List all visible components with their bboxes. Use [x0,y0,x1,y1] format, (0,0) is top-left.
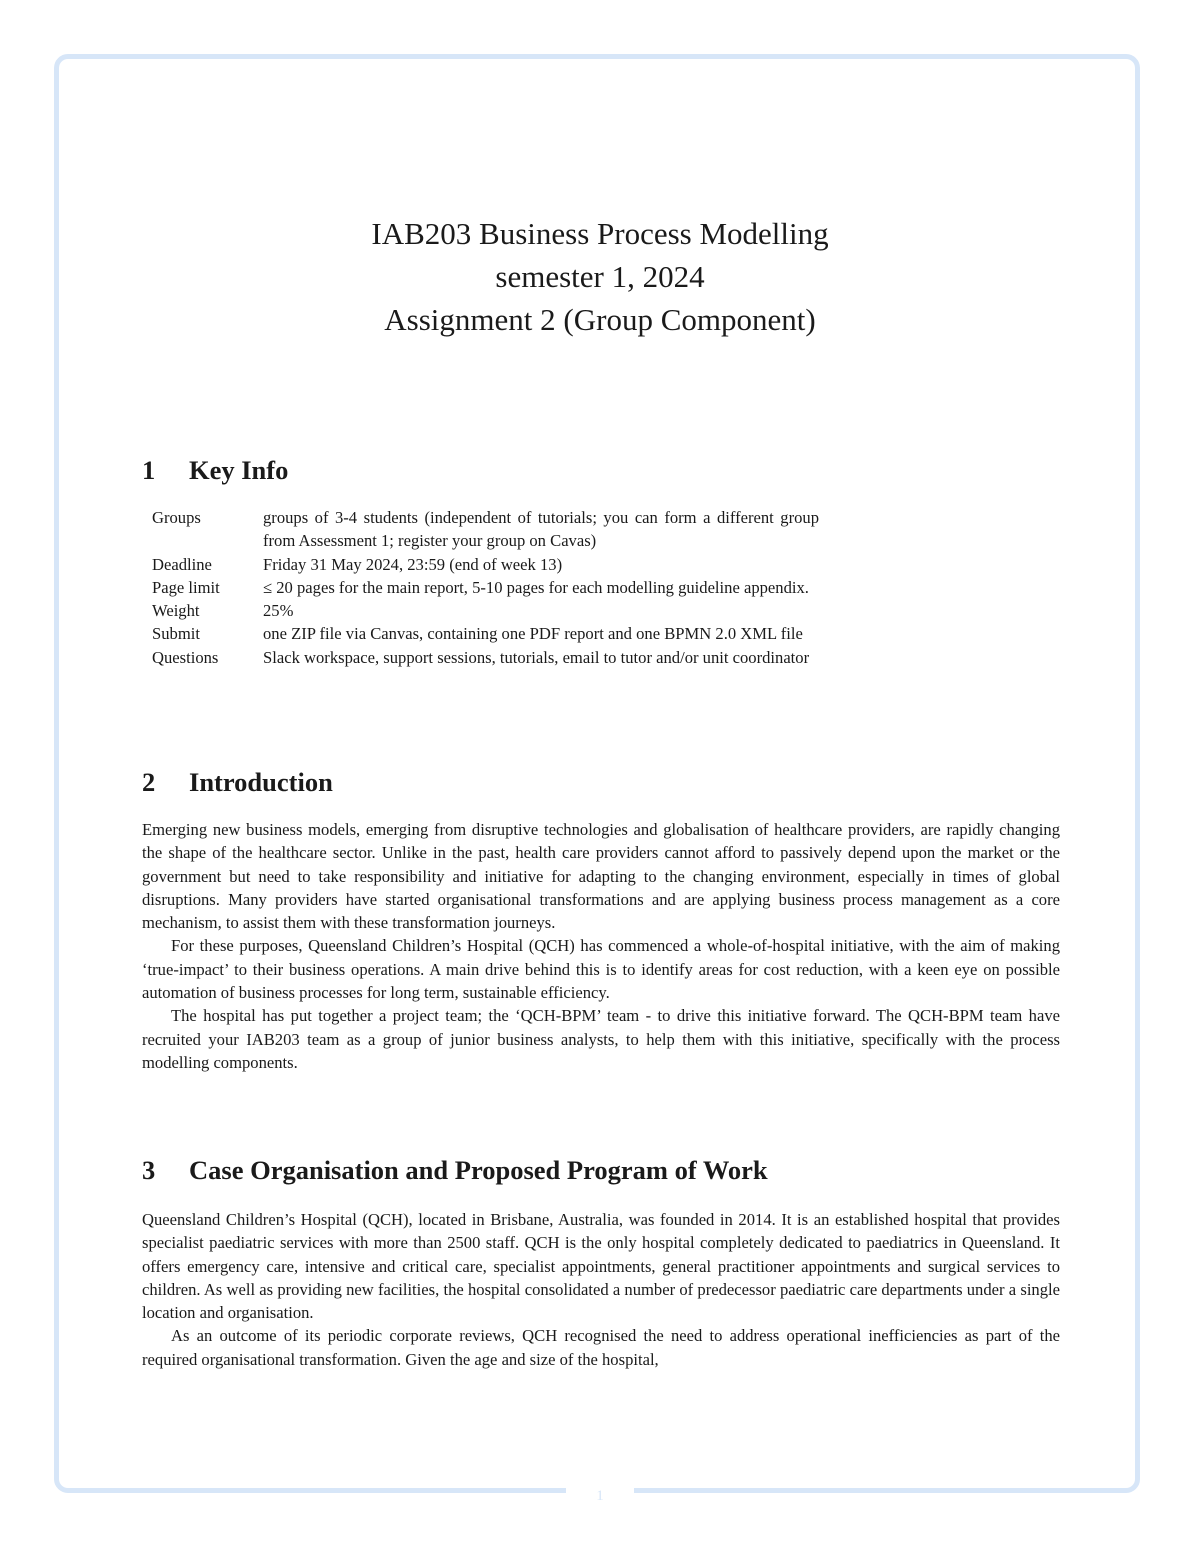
section-number: 1 [142,455,156,485]
key-info-label: Deadline [152,554,212,574]
section-number: 3 [142,1155,156,1185]
key-info-value: ≤ 20 pages for the main report, 5-10 pages for each modelling guideline appendix. [263,577,809,597]
key-info-value: Slack workspace, support sessions, tutorials, email to tutor and/or unit coordinator [263,647,810,667]
paragraph: Queensland Children’s Hospital (QCH), located in Brisbane, Australia, was founded in 2014. It is an established hospital that provides specialist paediatric services with more than 2500 staff. QCH is the only hospital completely dedicated to paediatrics in Queensland. It offers emergency care, intensive and critical care, specialist appointments, general practitioner appointments and surgical services to children. As well as providing new facilities, the hospital consolidated a number of predecessor paediatric care departments under a single location and organisation. [142,1210,1060,1323]
section-heading-key-info [142,455,288,486]
key-info-label: Questions [152,647,219,667]
paragraph: For these purposes, Queensland Children’s Hospital (QCH) has commenced a whole-of-hospital initiative, with the aim of making ‘true-impact’ to their business operations. A main drive behind this is to identify areas for cost reduction, with a keen eye on possible automation of business processes for long term, sustainable efficiency. [142,936,1060,1003]
key-info-label: Page limit [152,577,220,597]
key-info-row [152,599,819,622]
case-organisation-body [142,1208,1060,1371]
document-title [140,212,1060,341]
section-title: Introduction [189,767,333,797]
section-title: Key Info [189,455,289,485]
key-info-table [152,506,819,669]
key-info-row [152,553,819,576]
paragraph: As an outcome of its periodic corporate reviews, QCH recognised the need to address operational inefficiencies as part of the required organisational transformation. Given the age and size of the hospital, [142,1326,1060,1369]
paragraph: The hospital has put together a project team; the ‘QCH-BPM’ team - to drive this initiative forward. The QCH-BPM team have recruited your IAB203 team as a group of junior business analysts, to help them with this initiative, specifically with the process modelling components. [142,1006,1060,1072]
key-info-row [152,576,819,599]
title-semester: semester 1, 2024 [495,259,705,294]
page-number: 1 [596,1488,604,1504]
key-info-value: groups of 3-4 students (independent of tutorials; you can form a different group from Assessment 1; register your group on Cavas) [263,508,819,551]
paragraph: Emerging new business models, emerging from disruptive technologies and globalisation of healthcare providers, are rapidly changing the shape of the healthcare sector. Unlike in the past, health care providers cannot afford to passively depend upon the market or the government but need to take responsibility and initiative for adapting to the changing environment, especially in times of global disruptions. Many providers have started organisational transformations and are applying business process management as a core mechanism, to assist them with these transformation journeys. [142,820,1060,933]
key-info-label: Submit [152,624,200,644]
key-info-row [152,646,819,669]
introduction-body [142,818,1060,1074]
key-info-value: Friday 31 May 2024, 23:59 (end of week 13) [263,554,563,574]
key-info-row [152,506,819,553]
key-info-value: 25% [263,601,294,621]
title-course: IAB203 Business Process Modelling [371,216,829,251]
section-number: 2 [142,767,156,797]
key-info-value: one ZIP file via Canvas, containing one PDF report and one BPMN 2.0 XML file [263,624,803,644]
key-info-label: Groups [152,508,201,527]
section-heading-case-organisation [142,1155,768,1186]
key-info-row [152,622,819,645]
section-heading-introduction [142,767,333,798]
section-title: Case Organisation and Proposed Program of Work [189,1155,768,1185]
key-info-label: Weight [152,601,200,621]
title-assignment: Assignment 2 (Group Component) [384,302,816,337]
